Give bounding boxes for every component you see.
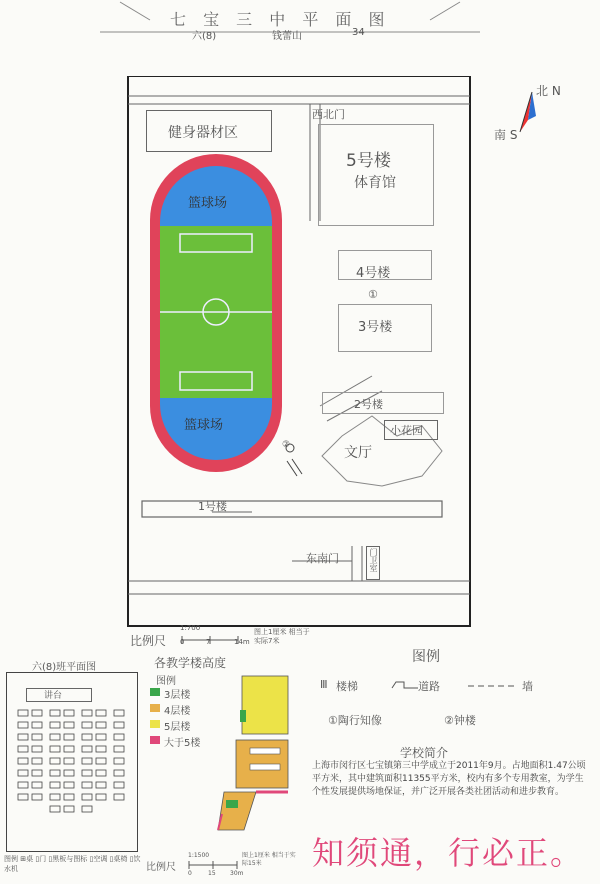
heights-legend-6-label: 大于5楼	[164, 738, 201, 749]
compass-north: 北 N	[536, 84, 561, 98]
compass-south: 南 S	[494, 128, 518, 142]
swatch-5	[150, 720, 160, 728]
heights-scale-tick-2: 30m	[230, 870, 244, 877]
west-north-gate: 西北门	[312, 108, 345, 121]
legend-title: 图例	[412, 649, 440, 665]
student-name: 钱蕾山	[272, 31, 302, 42]
page-title: 七 宝 三 中 平 面 图	[170, 10, 391, 29]
heights-legend-6	[150, 734, 220, 749]
hall-label: 文厅	[344, 445, 372, 461]
heights-legend-5-label: 5层楼	[164, 722, 191, 733]
building-2-label: 2号楼	[354, 398, 383, 411]
intro-body: 上海市闵行区七宝镇第三中学成立于2011年9月。占地面积1.47公顷平方米，其中建筑面积11355平方米，校内有多个专用教室，为学生个性发展提供场地保证，并广泛开展各类社团活动和进步教育。	[312, 761, 586, 797]
heights-scale-ratio: 1:1500	[188, 852, 210, 859]
title-banner	[100, 0, 480, 42]
swatch-6	[150, 736, 160, 744]
heights-legend-4-label: 4层楼	[164, 706, 191, 717]
building-3-label: 3号楼	[358, 320, 393, 335]
heights-legend-3-label: 3层楼	[164, 690, 191, 701]
bell-marker: ②	[282, 440, 291, 450]
scale-main-tick-2: 14m	[234, 638, 250, 646]
gym-label: 体育馆	[354, 175, 396, 191]
building-4-label: 4号楼	[356, 266, 391, 281]
compass	[490, 80, 590, 150]
legend-stairs-icon: Ⅲ	[320, 678, 328, 691]
legend-bell: ②钟楼	[444, 714, 476, 727]
legend-stairs: 楼梯	[336, 680, 358, 693]
heights-title: 各教学楼高度	[154, 656, 227, 670]
intro-title: 学校简介	[400, 746, 449, 760]
heights-legend-title: 图例	[156, 676, 176, 687]
heights-legend-3	[150, 686, 220, 701]
classroom-plan	[4, 652, 142, 880]
southeast-gate: 东南门	[306, 552, 339, 565]
building-5-label: 5号楼	[346, 151, 391, 171]
scale-main	[130, 626, 320, 650]
campus-map	[122, 76, 478, 628]
student-number: 34	[352, 27, 365, 38]
legend-wall: 墙	[522, 680, 533, 693]
guard-room-label: 门卫室	[369, 548, 378, 572]
map-legend	[300, 640, 596, 740]
building-heights	[146, 650, 300, 880]
legend-statue: ①陶行知像	[328, 714, 382, 727]
legend-road-icon	[390, 680, 420, 692]
basketball-court-top: 篮球场	[188, 196, 228, 211]
heights-scale-note: 图上1厘米 相当于实际15米	[242, 852, 296, 867]
heights-scale-label: 比例尺	[146, 862, 176, 873]
building-1-label: 1号楼	[198, 500, 227, 513]
school-intro	[306, 744, 594, 824]
fitness-area-label: 健身器材区	[168, 125, 238, 141]
field-inner	[160, 166, 272, 460]
scale-main-note: 图上1厘米 相当于实际7米	[254, 628, 310, 645]
school-motto: 知须通，行必正。	[312, 834, 585, 872]
legend-wall-icon	[468, 682, 518, 690]
heights-scale-tick-1: 15	[208, 870, 216, 877]
statue-marker: ①	[368, 288, 378, 301]
building-2	[322, 392, 444, 414]
podium-label: 讲台	[44, 691, 63, 701]
classroom-legend: 图例 ⊞桌 ▯门 ▯黑板与图标 ▯空调 ▯桌椅 ▯饮水机	[4, 855, 141, 873]
sports-track	[150, 154, 282, 472]
legend-road: 道路	[418, 680, 440, 693]
class-label: 六(8)	[192, 31, 217, 42]
classroom-title: 六(8)班平面图	[32, 662, 97, 673]
scale-main-tick-0: 0	[180, 638, 185, 646]
scale-main-label: 比例尺	[130, 634, 167, 648]
heights-scale-tick-0: 0	[188, 870, 192, 877]
scale-main-tick-1: 7	[206, 638, 211, 646]
swatch-3	[150, 688, 160, 696]
swatch-4	[150, 704, 160, 712]
heights-legend-4	[150, 702, 220, 717]
heights-legend-5	[150, 718, 220, 733]
small-garden-label: 小花园	[390, 424, 423, 437]
scale-main-ratio: 1:700	[180, 624, 201, 632]
basketball-court-bottom: 篮球场	[184, 418, 224, 433]
